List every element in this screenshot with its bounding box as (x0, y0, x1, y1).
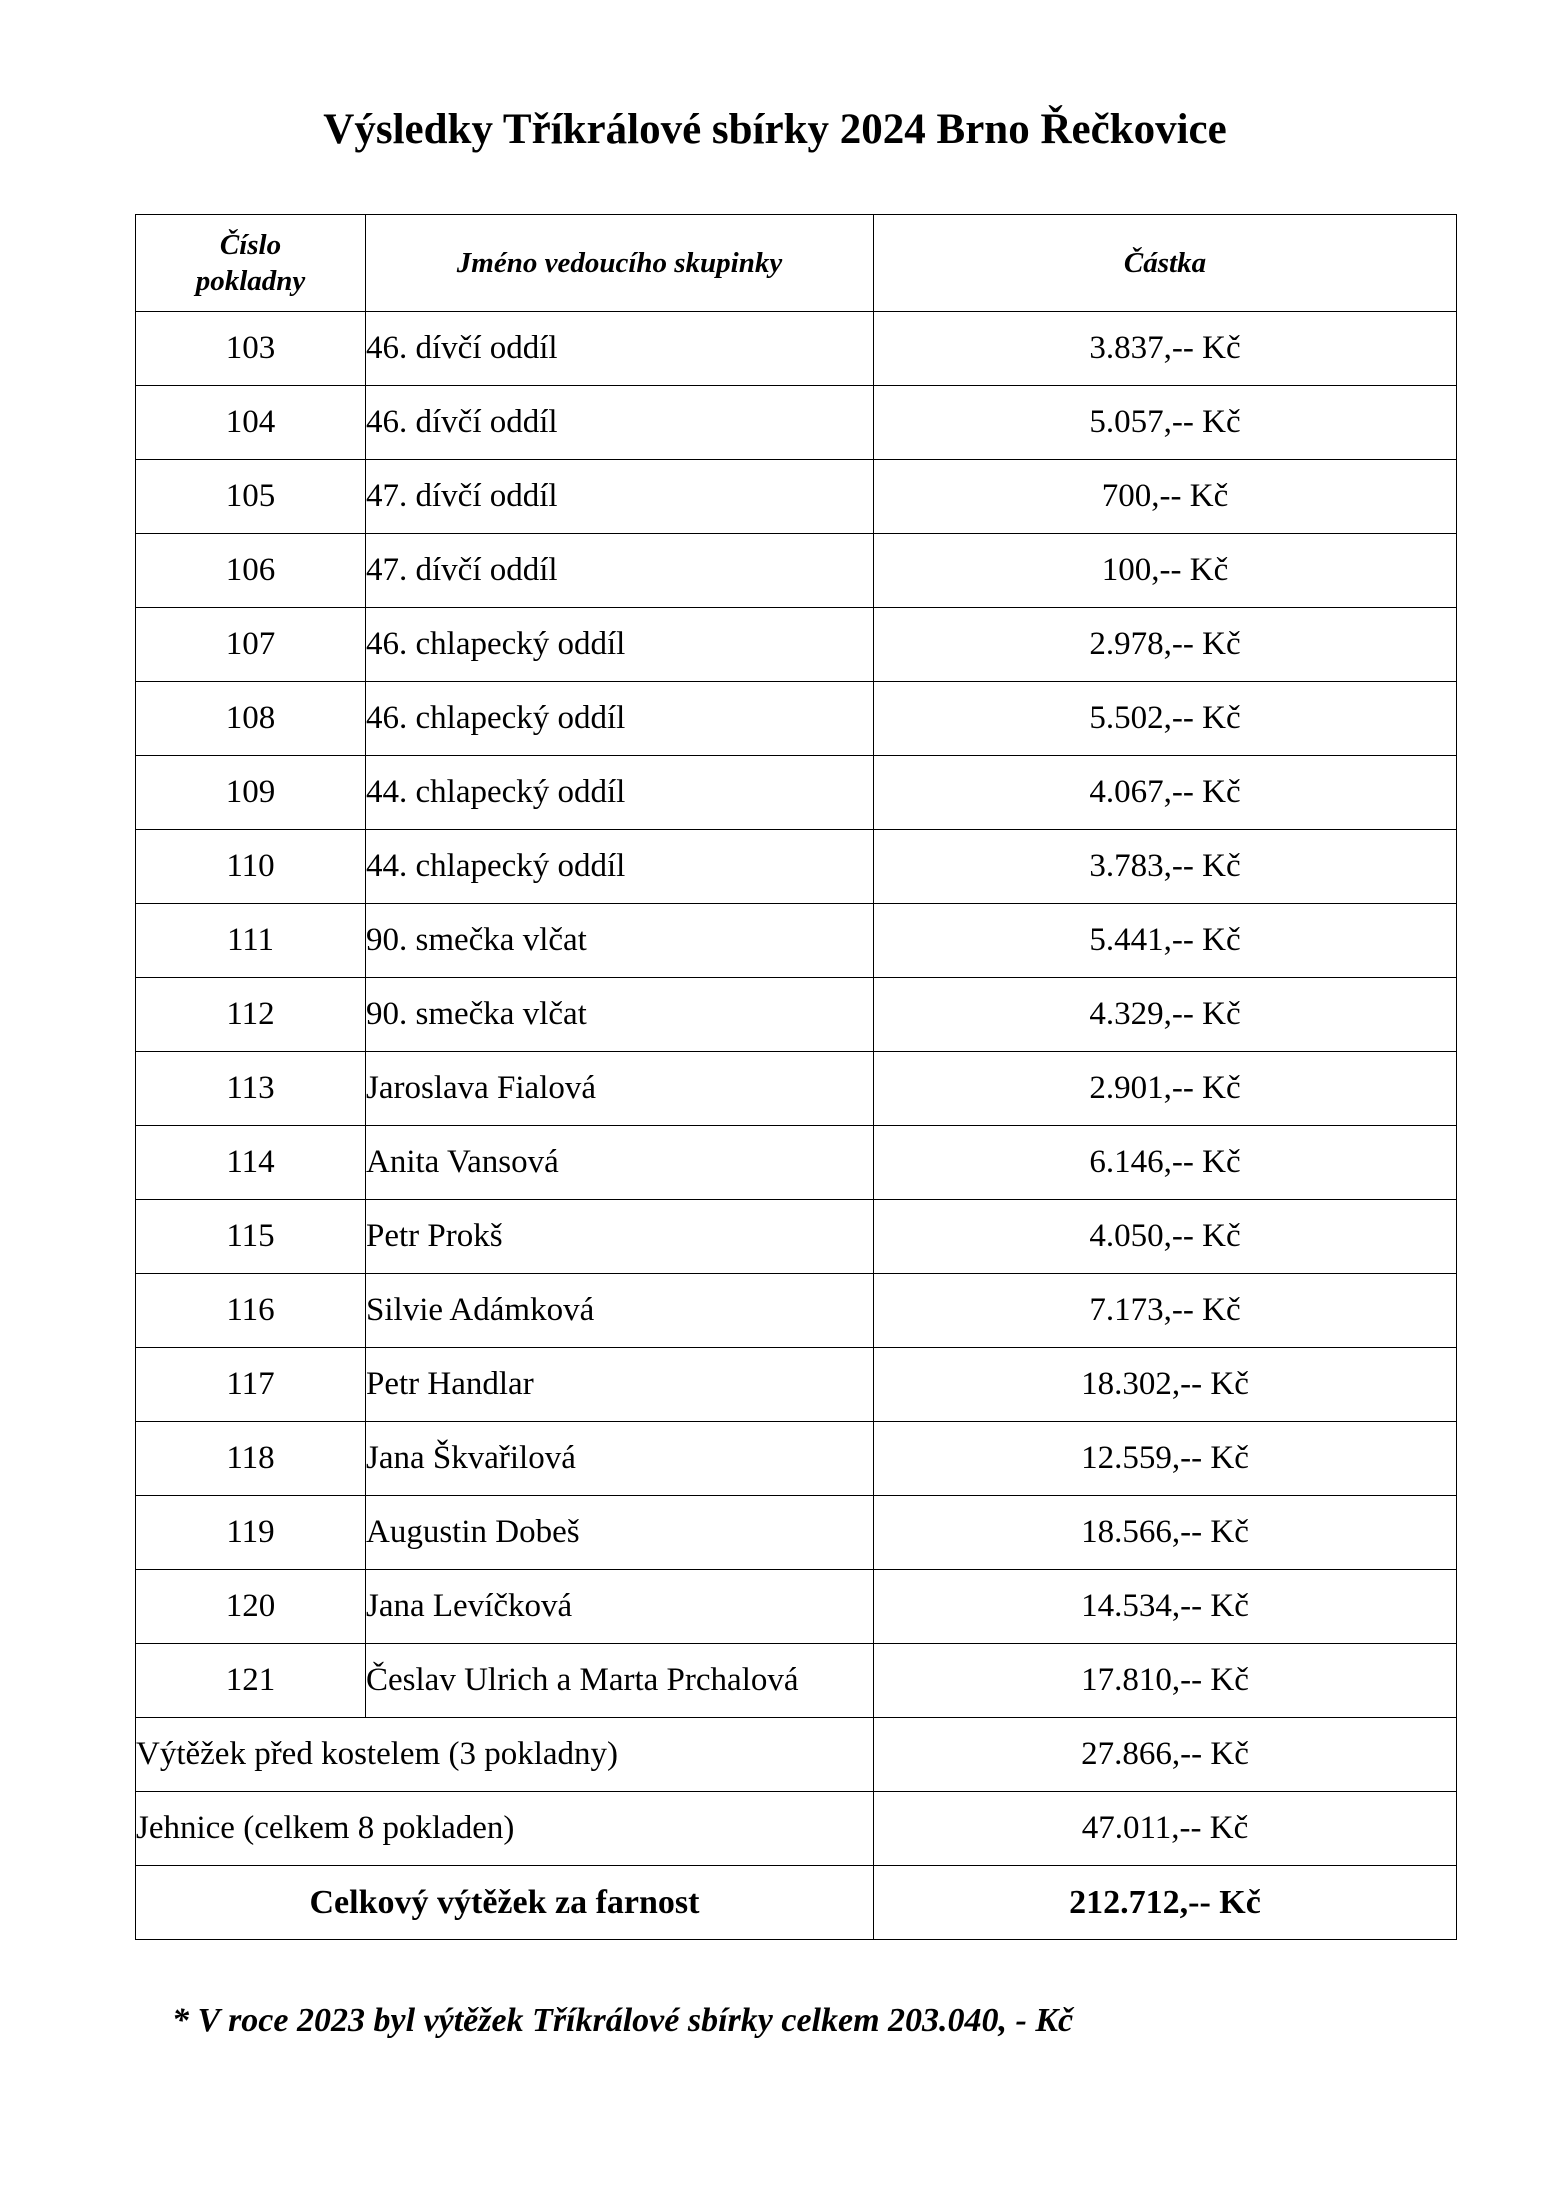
page-title: Výsledky Tříkrálové sbírky 2024 Brno Řečkovice (323, 106, 1227, 153)
table-row (136, 1422, 1457, 1496)
cell-number: 104 (136, 386, 366, 460)
cell-number: 116 (136, 1274, 366, 1348)
table-row (136, 460, 1457, 534)
total-amount: 212.712,-- Kč (874, 1866, 1457, 1940)
table-row (136, 312, 1457, 386)
cell-number: 111 (136, 904, 366, 978)
header-number-line1: Číslo (219, 229, 282, 261)
cell-amount: 18.302,-- Kč (874, 1348, 1457, 1422)
cell-leader: 90. smečka vlčat (366, 904, 874, 978)
table-row (136, 1052, 1457, 1126)
cell-amount: 4.050,-- Kč (874, 1200, 1457, 1274)
summary-amount: 47.011,-- Kč (874, 1792, 1457, 1866)
cell-leader: Silvie Adámková (366, 1274, 874, 1348)
cell-amount: 6.146,-- Kč (874, 1126, 1457, 1200)
cell-amount: 4.067,-- Kč (874, 756, 1457, 830)
table-row (136, 1126, 1457, 1200)
cell-amount: 4.329,-- Kč (874, 978, 1457, 1052)
table-row (136, 608, 1457, 682)
cell-leader: 44. chlapecký oddíl (366, 756, 874, 830)
cell-leader: Petr Prokš (366, 1200, 874, 1274)
cell-leader: Jana Levíčková (366, 1570, 874, 1644)
cell-amount: 700,-- Kč (874, 460, 1457, 534)
cell-amount: 100,-- Kč (874, 534, 1457, 608)
header-amount: Částka (874, 215, 1457, 312)
cell-amount: 5.441,-- Kč (874, 904, 1457, 978)
table-body (136, 312, 1457, 1940)
table-row (136, 386, 1457, 460)
header-leader: Jméno vedoucího skupinky (366, 215, 874, 312)
cell-number: 110 (136, 830, 366, 904)
cell-leader: Česlav Ulrich a Marta Prchalová (366, 1644, 874, 1718)
summary-label: Jehnice (celkem 8 pokladen) (136, 1792, 874, 1866)
table-row (136, 1274, 1457, 1348)
cell-amount: 3.783,-- Kč (874, 830, 1457, 904)
cell-amount: 5.502,-- Kč (874, 682, 1457, 756)
cell-leader: Anita Vansová (366, 1126, 874, 1200)
cell-leader: 47. dívčí oddíl (366, 460, 874, 534)
cell-leader: Jana Škvařilová (366, 1422, 874, 1496)
cell-leader: 90. smečka vlčat (366, 978, 874, 1052)
table-row (136, 534, 1457, 608)
table-row (136, 904, 1457, 978)
total-label: Celkový výtěžek za farnost (136, 1866, 874, 1940)
summary-row (136, 1718, 1457, 1792)
table-row (136, 1200, 1457, 1274)
table-row (136, 830, 1457, 904)
cell-number: 114 (136, 1126, 366, 1200)
table-row (136, 1644, 1457, 1718)
table-row (136, 1348, 1457, 1422)
table-row (136, 978, 1457, 1052)
cell-number: 108 (136, 682, 366, 756)
cell-leader: 46. chlapecký oddíl (366, 682, 874, 756)
cell-leader: 46. chlapecký oddíl (366, 608, 874, 682)
cell-leader: 46. dívčí oddíl (366, 386, 874, 460)
summary-row (136, 1792, 1457, 1866)
table-row (136, 682, 1457, 756)
cell-number: 121 (136, 1644, 366, 1718)
cell-amount: 18.566,-- Kč (874, 1496, 1457, 1570)
cell-number: 117 (136, 1348, 366, 1422)
cell-number: 119 (136, 1496, 366, 1570)
cell-amount: 3.837,-- Kč (874, 312, 1457, 386)
cell-amount: 2.901,-- Kč (874, 1052, 1457, 1126)
summary-amount: 27.866,-- Kč (874, 1718, 1457, 1792)
cell-amount: 5.057,-- Kč (874, 386, 1457, 460)
results-table (135, 214, 1457, 1940)
table-header-row (136, 215, 1457, 312)
cell-number: 120 (136, 1570, 366, 1644)
cell-number: 107 (136, 608, 366, 682)
summary-label: Výtěžek před kostelem (3 pokladny) (136, 1718, 874, 1792)
cell-number: 115 (136, 1200, 366, 1274)
cell-leader: 44. chlapecký oddíl (366, 830, 874, 904)
table-row (136, 1496, 1457, 1570)
cell-leader: Petr Handlar (366, 1348, 874, 1422)
cell-number: 112 (136, 978, 366, 1052)
total-row (136, 1866, 1457, 1940)
cell-number: 103 (136, 312, 366, 386)
cell-leader: 46. dívčí oddíl (366, 312, 874, 386)
footnote: * V roce 2023 byl výtěžek Tříkrálové sbírky celkem 203.040, - Kč (172, 2002, 1074, 2039)
cell-number: 106 (136, 534, 366, 608)
cell-number: 109 (136, 756, 366, 830)
cell-amount: 12.559,-- Kč (874, 1422, 1457, 1496)
table-row (136, 1570, 1457, 1644)
cell-amount: 7.173,-- Kč (874, 1274, 1457, 1348)
cell-number: 105 (136, 460, 366, 534)
cell-number: 113 (136, 1052, 366, 1126)
cell-number: 118 (136, 1422, 366, 1496)
cell-leader: 47. dívčí oddíl (366, 534, 874, 608)
cell-amount: 2.978,-- Kč (874, 608, 1457, 682)
header-number (136, 215, 366, 312)
cell-leader: Jaroslava Fialová (366, 1052, 874, 1126)
header-number-line2: pokladny (195, 265, 306, 297)
cell-leader: Augustin Dobeš (366, 1496, 874, 1570)
cell-amount: 14.534,-- Kč (874, 1570, 1457, 1644)
table-row (136, 756, 1457, 830)
cell-amount: 17.810,-- Kč (874, 1644, 1457, 1718)
